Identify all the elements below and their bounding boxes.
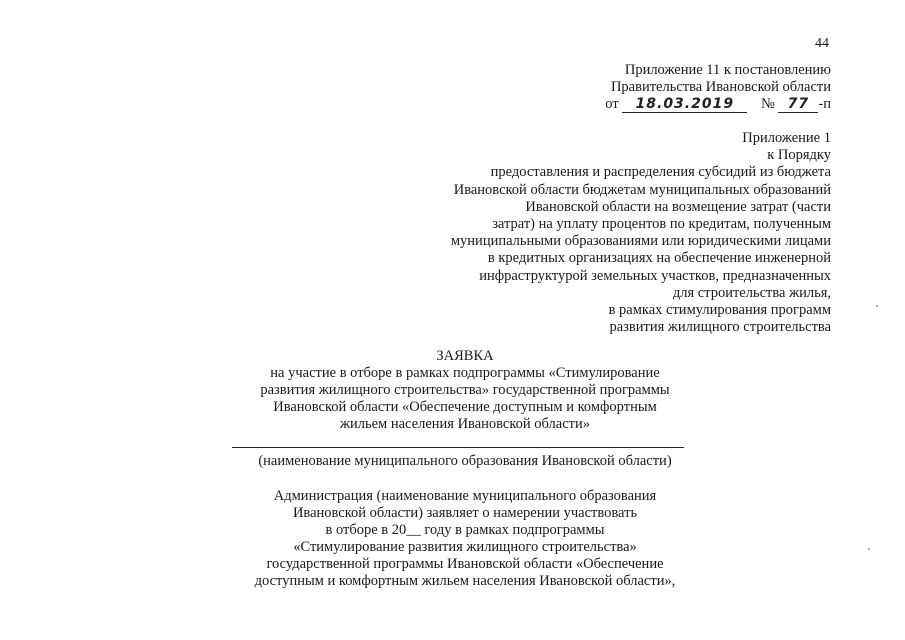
fill-in-blank-line: [232, 447, 684, 448]
number-prefix: №: [760, 96, 775, 112]
blank-caption: (наименование муниципального образования Ивановской области): [258, 453, 672, 469]
application-heading: [200, 348, 730, 433]
scan-speck: [876, 305, 878, 307]
annex-1-line: муниципальными образованиями или юридическими лицами: [450, 233, 831, 250]
annex-1-line: Ивановской области на возмещение затрат (части: [525, 198, 831, 215]
body-line: «Стимулирование развития жилищного строительства»: [293, 539, 637, 555]
annex-1-line: Ивановской области бюджетам муниципальных образований: [453, 181, 831, 198]
annex-11-line-2: Правительства Ивановской области: [610, 79, 831, 95]
handwritten-number: 77: [778, 97, 818, 113]
annex-1-line: развития жилищного строительства: [609, 319, 831, 336]
body-line: Администрация (наименование муниципального образования: [273, 488, 657, 504]
date-prefix: от: [605, 96, 619, 112]
body-line: в отборе в 20__ году в рамках подпрограммы: [325, 522, 605, 538]
annex-11-header: [605, 62, 831, 113]
application-title: ЗАЯВКА: [436, 348, 494, 364]
annex-1-line: инфраструктурой земельных участков, предназначенных: [479, 267, 831, 284]
annex-1-line: в рамках стимулирования программ: [608, 302, 831, 319]
annex-1-header: [451, 130, 831, 336]
subtitle-line: жильем населения Ивановской области»: [339, 416, 591, 432]
annex-11-line-1: Приложение 11 к постановлению: [624, 62, 831, 78]
annex-1-line: для строительства жилья,: [672, 284, 831, 301]
subtitle-line: развития жилищного строительства» государственной программы: [260, 382, 670, 398]
subtitle-line: Ивановской области «Обеспечение доступным и комфортным: [273, 399, 657, 415]
body-line: Ивановской области) заявляет о намерении участвовать: [292, 505, 638, 521]
handwritten-date: 18.03.2019: [622, 97, 747, 113]
annex-1-line: предоставления и распределения субсидий из бюджета: [490, 164, 831, 181]
annex-1-line: затрат) на уплату процентов по кредитам, полученным: [492, 216, 831, 233]
application-body: [200, 488, 730, 590]
body-line: государственной программы Ивановской области «Обеспечение: [266, 556, 664, 572]
body-line: доступным и комфортным жильем населения Ивановской области»,: [254, 573, 676, 589]
annex-1-line: Приложение 1: [742, 130, 831, 146]
page-number: 44: [815, 36, 829, 51]
number-suffix: -п: [818, 96, 831, 112]
annex-1-line: к Порядку: [767, 147, 831, 164]
annex-1-line: в кредитных организациях на обеспечение инженерной: [487, 250, 831, 267]
scan-speck: [868, 548, 870, 550]
subtitle-line: на участие в отборе в рамках подпрограммы «Стимулирование: [270, 365, 660, 381]
decree-date-line: [605, 96, 831, 113]
